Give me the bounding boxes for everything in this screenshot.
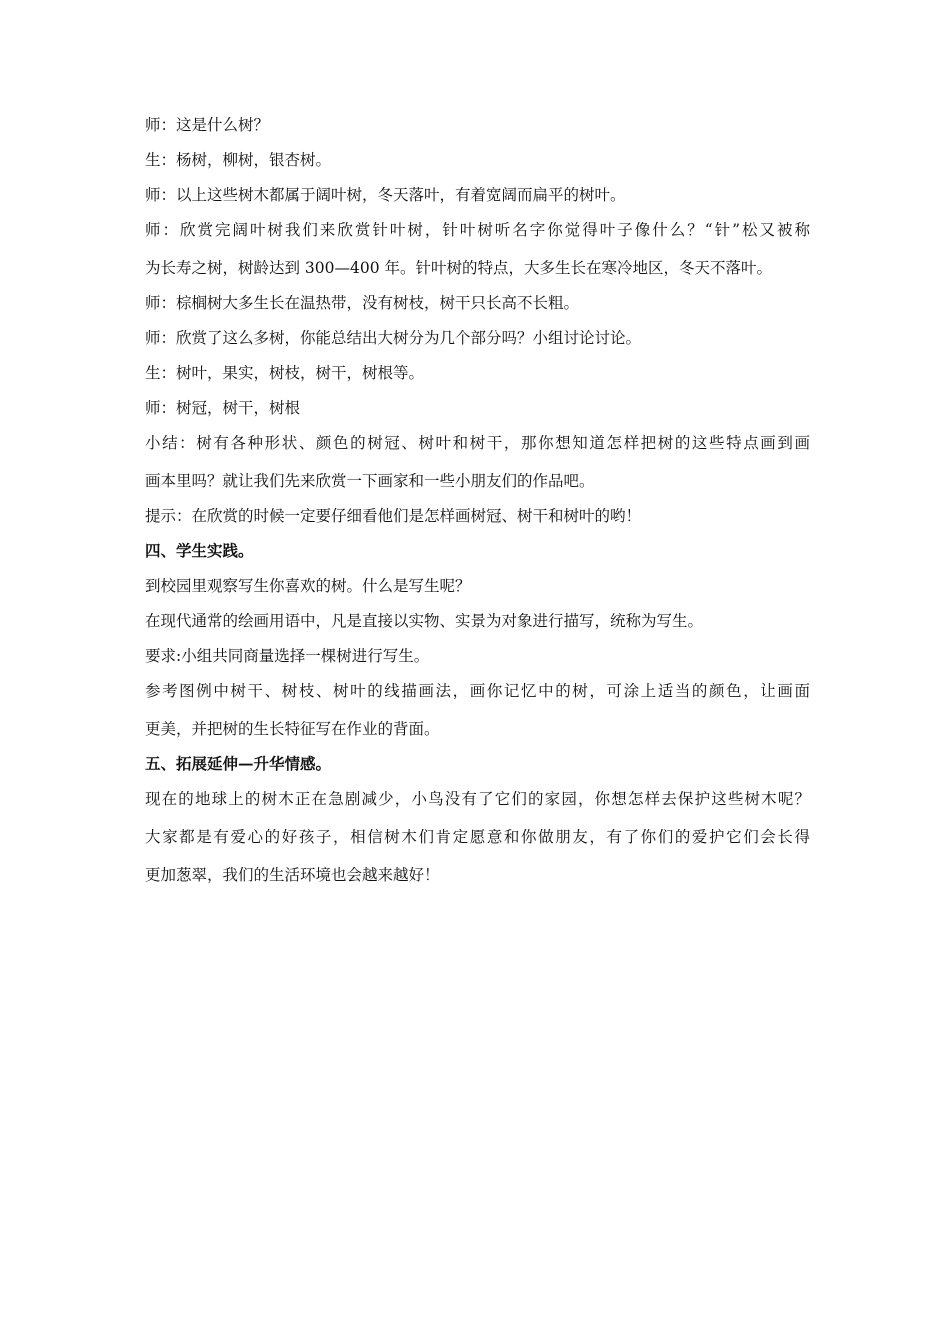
paragraph-line-continuation: 大家都是有爱心的好孩子，相信树木们肯定愿意和你做朋友，有了你们的爱护它们会长得 — [145, 828, 810, 846]
paragraph-line: 在现代通常的绘画用语中，凡是直接以实物、实景为对象进行描写，统称为写生。 — [145, 612, 704, 630]
section-heading-practice: 四、学生实践。 — [145, 541, 254, 560]
paragraph-line-continuation: 更加葱翠，我们的生活环境也会越来越好！ — [145, 866, 440, 884]
summary-line: 小结：树有各种形状、颜色的树冠、树叶和树干，那你想知道怎样把树的这些特点画到画 — [145, 434, 810, 452]
dialogue-line: 师：以上这些树木都属于阔叶树，冬天落叶，有着宽阔而扁平的树叶。 — [145, 186, 626, 204]
tip-line: 提示：在欣赏的时候一定要仔细看他们是怎样画树冠、树干和树叶的哟！ — [145, 507, 642, 525]
dialogue-line: 师：欣赏完阔叶树我们来欣赏针叶树，针叶树听名字你觉得叶子像什么？“针”松又被称 — [145, 221, 810, 239]
paragraph-line: 参考图例中树干、树枝、树叶的线描画法，画你记忆中的树，可涂上适当的颜色，让画面 — [145, 682, 810, 700]
summary-line-continuation: 画本里吗？就让我们先来欣赏一下画家和一些小朋友们的作品吧。 — [145, 472, 595, 490]
dialogue-line: 师：树冠，树干，树根 — [145, 399, 301, 417]
dialogue-line: 师：棕榈树大多生长在温热带，没有树枝，树干只长高不长粗。 — [145, 294, 580, 312]
dialogue-line: 生：杨树，柳树，银杏树。 — [145, 151, 332, 169]
paragraph-line-continuation: 更美，并把树的生长特征写在作业的背面。 — [145, 720, 440, 738]
dialogue-line: 师：这是什么树？ — [145, 116, 270, 134]
dialogue-line: 师：欣赏了这么多树，你能总结出大树分为几个部分吗？小组讨论讨论。 — [145, 329, 642, 347]
document-body — [145, 115, 810, 900]
paragraph-line: 到校园里观察写生你喜欢的树。什么是写生呢？ — [145, 577, 471, 595]
requirement-line: 要求:小组共同商量选择一棵树进行写生。 — [145, 647, 430, 665]
dialogue-line: 生：树叶，果实，树枝，树干，树根等。 — [145, 364, 425, 382]
paragraph-line: 现在的地球上的树木正在急剧减少，小鸟没有了它们的家园，你想怎样去保护这些树木呢？ — [145, 790, 810, 808]
section-heading-extension: 五、拓展延伸—升华情感。 — [145, 754, 332, 773]
dialogue-line-continuation: 为长寿之树，树龄达到 300—400 年。针叶树的特点，大多生长在寒冷地区，冬天不落叶。 — [145, 259, 773, 277]
